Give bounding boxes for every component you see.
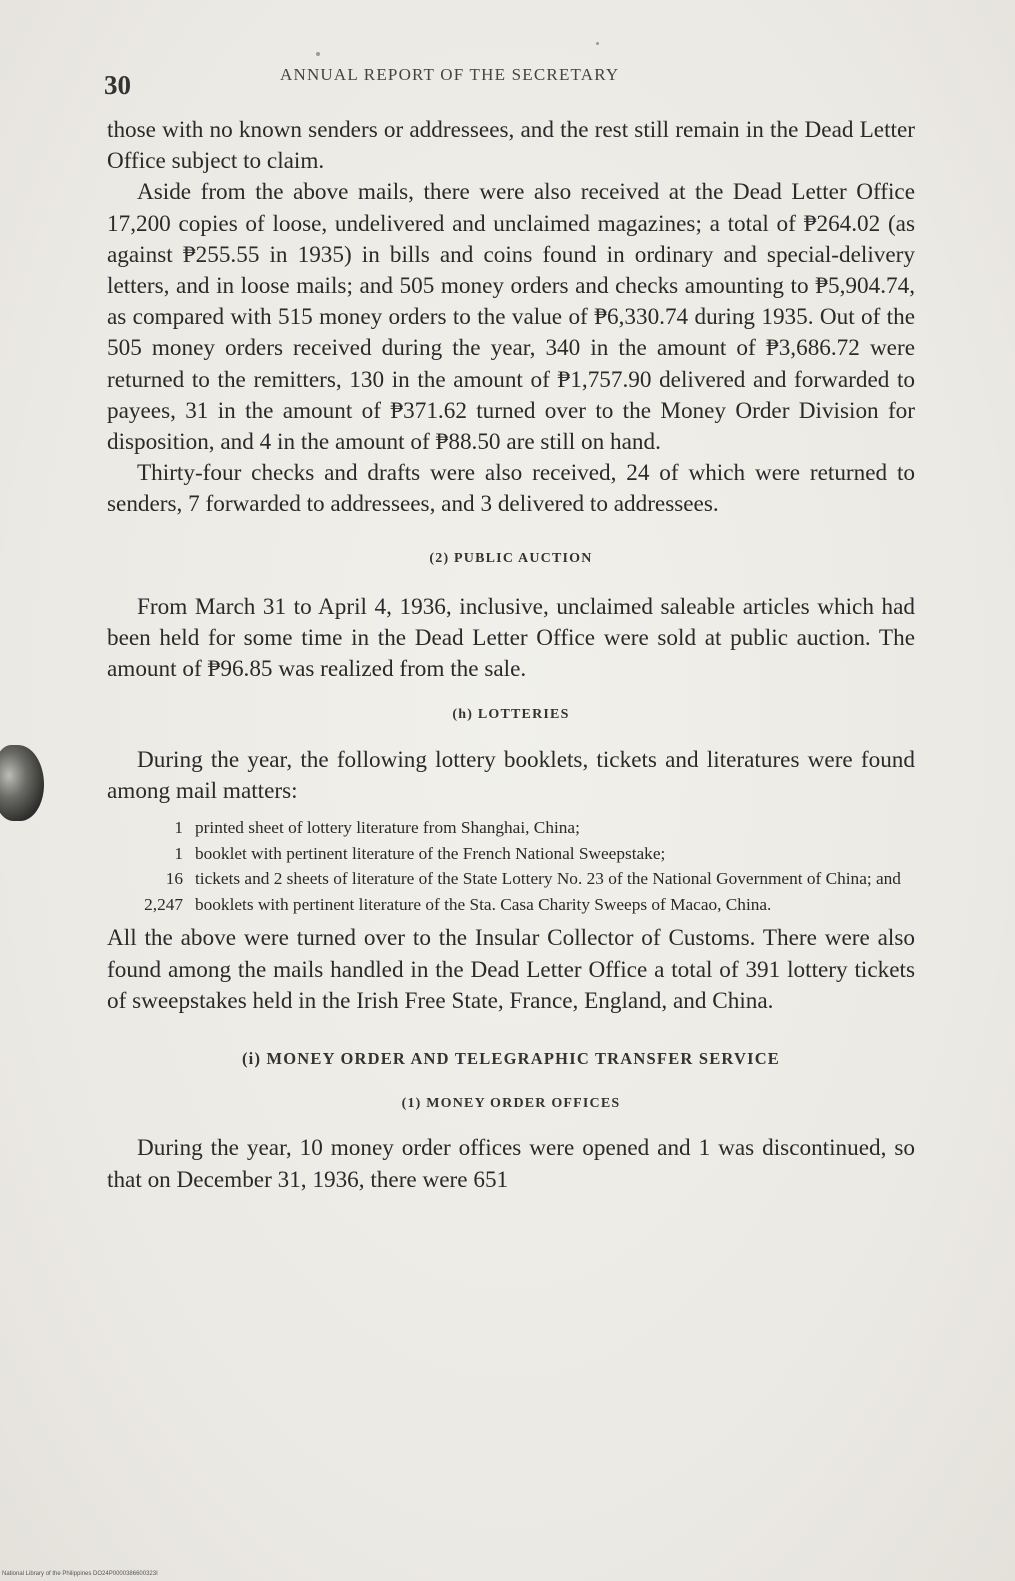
list-item [107, 892, 915, 918]
list-item [107, 866, 915, 892]
dust-speck [316, 52, 320, 56]
list-item-text: tickets and 2 sheets of literature of the State Lottery No. 23 of the National Government of China; and [195, 869, 901, 889]
paragraph-checks-drafts: Thirty-four checks and drafts were also received, 24 of which were returned to senders, 7 forwarded to addressees, and 3 delivered to addressees. [107, 460, 915, 518]
paragraph-dead-letter-mails: Aside from the above mails, there were also received at the Dead Letter Office 17,200 copies of loose, undelivered and unclaimed magazines; a total of ₱264.02 (as against ₱255.55 in 1935) in bills and coins found in ordinary and special-delivery letters, and in loose mails; and 505 money orders and checks amounting to ₱5,904.74, as compared with 515 money orders to the value of ₱6,330.74 during 1935. Out of the 505 money orders received during the year, 340 in the amount of ₱3,686.72 were returned to the remitters, 130 in the amount of ₱1,757.90 delivered and forwarded to payees, 31 in the amount of ₱371.62 turned over to the Money Order Division for disposition, and 4 in the amount of ₱88.50 are still on hand. [107, 179, 915, 456]
subhead-money-order-offices: (1) MONEY ORDER OFFICES [401, 1096, 621, 1112]
list-item-count: 1 [174, 843, 183, 863]
dust-speck [596, 42, 599, 45]
running-head: ANNUAL REPORT OF THE SECRETARY [280, 65, 620, 84]
list-item-text: printed sheet of lottery literature from Shanghai, China; [195, 818, 580, 838]
paragraph-lotteries-intro: During the year, the following lottery booklets, tickets and literatures were found among mail matters: [107, 746, 915, 804]
paragraph-public-auction: From March 31 to April 4, 1936, inclusive, unclaimed saleable articles which had been held for some time in the Dead Letter Office were sold at public auction. The amount of ₱96.85 was realized from the sale. [107, 593, 915, 683]
list-item-count: 16 [165, 869, 183, 889]
scan-footer-note: National Library of the Philippines DO24P0000386600323I [2, 1571, 158, 1577]
thumb-mark [0, 745, 44, 821]
list-item-count: 2,247 [144, 894, 183, 914]
list-item [107, 841, 915, 867]
paragraph-money-order-offices: During the year, 10 money order offices were opened and 1 was discontinued, so that on December 31, 1936, there were 651 [107, 1135, 915, 1193]
list-item-text: booklets with pertinent literature of the Sta. Casa Charity Sweeps of Macao, China. [195, 894, 772, 914]
paragraph-continuation: those with no known senders or addressees, and the rest still remain in the Dead Letter Office subject to claim. [107, 117, 915, 175]
lottery-list [107, 815, 915, 917]
subhead-public-auction: (2) PUBLIC AUCTION [429, 550, 593, 566]
body-text [107, 115, 915, 1196]
page-number: 30 [104, 70, 131, 100]
list-item-count: 1 [174, 818, 183, 838]
list-item [107, 815, 915, 841]
list-item-text: booklet with pertinent literature of the French National Sweepstake; [195, 843, 666, 863]
paragraph-customs: All the above were turned over to the Insular Collector of Customs. There were also found among the mails handled in the Dead Letter Office a total of 391 lottery tickets of sweepstakes held in the Irish Free State, France, England, and China. [107, 925, 915, 1014]
subhead-money-order-service: (i) MONEY ORDER AND TELEGRAPHIC TRANSFER SERVICE [241, 1049, 781, 1069]
page-header [104, 60, 934, 100]
subhead-lotteries: (h) LOTTERIES [452, 707, 570, 723]
